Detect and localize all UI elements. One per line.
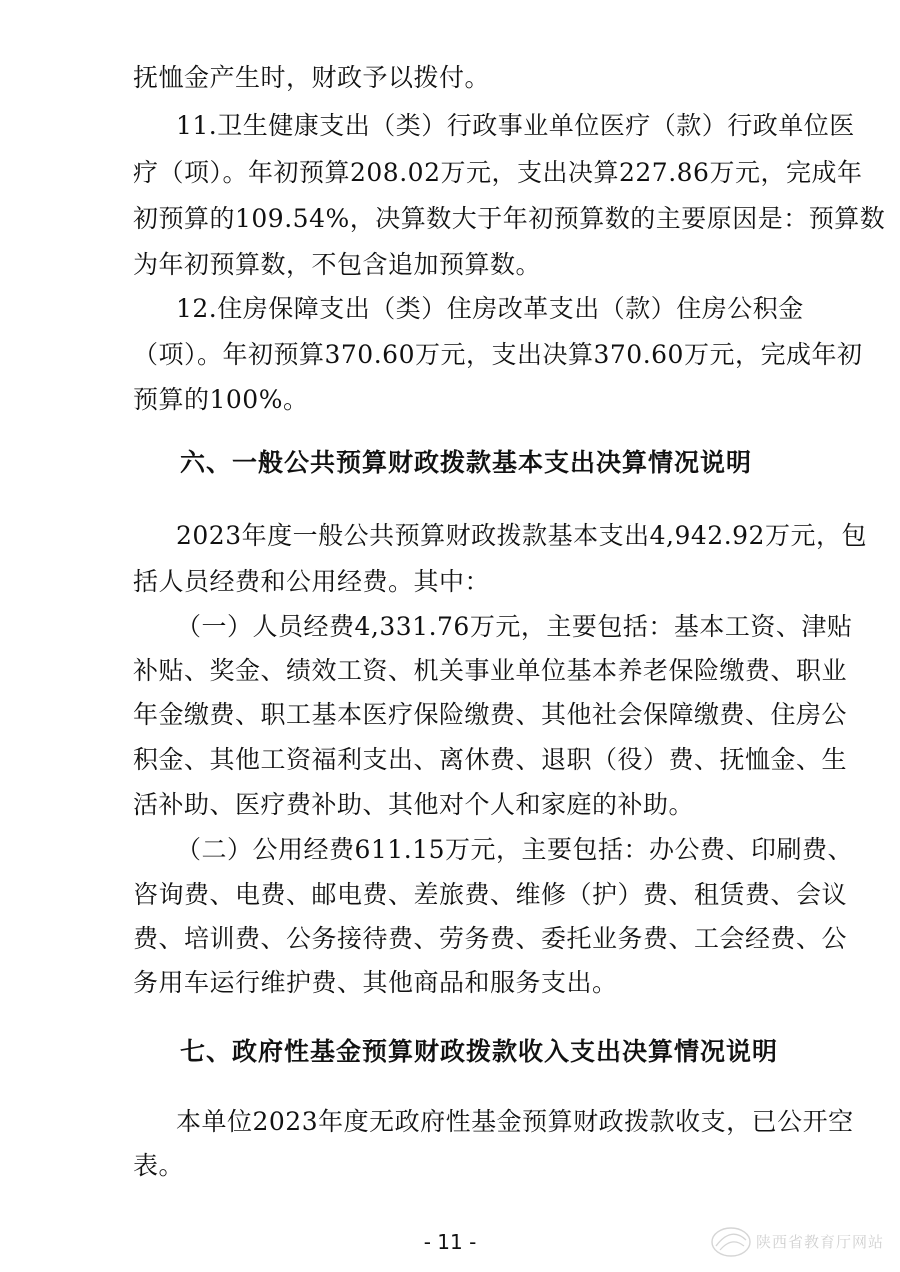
paragraph-line: （一）人员经费4,331.76万元，主要包括：基本工资、津贴 (176, 612, 853, 641)
paragraph-line: 费、培训费、公务接待费、劳务费、委托业务费、工会经费、公 (133, 924, 848, 953)
section-heading-7: 七、政府性基金预算财政拨款收入支出决算情况说明 (180, 1037, 779, 1066)
paragraph-line: 初预算的109.54%，决算数大于年初预算数的主要原因是：预算数 (133, 204, 886, 233)
paragraph-line: （二）公用经费611.15万元，主要包括：办公费、印刷费、 (176, 835, 853, 864)
paragraph-line: （项）。年初预算370.60万元，支出决算370.60万元，完成年初 (133, 340, 863, 369)
page-number: - 11 - (423, 1230, 477, 1254)
paragraph-line: 11.卫生健康支出（类）行政事业单位医疗（款）行政单位医 (176, 111, 855, 140)
section-heading-6: 六、一般公共预算财政拨款基本支出决算情况说明 (180, 448, 753, 477)
paragraph-line: 疗（项）。年初预算208.02万元，支出决算227.86万元，完成年 (133, 158, 863, 187)
site-watermark (708, 1222, 898, 1262)
paragraph-line: 务用车运行维护费、其他商品和服务支出。 (133, 968, 618, 997)
paragraph-line: 积金、其他工资福利支出、离休费、退职（役）费、抚恤金、生 (133, 745, 848, 774)
paragraph-line: 年金缴费、职工基本医疗保险缴费、其他社会保障缴费、住房公 (133, 700, 848, 729)
paragraph-line: 表。 (133, 1151, 185, 1180)
paragraph-line: 括人员经费和公用经费。其中： (133, 567, 491, 596)
paragraph-line: 补贴、奖金、绩效工资、机关事业单位基本养老保险缴费、职业 (133, 656, 848, 685)
watermark-emblem-icon (708, 1222, 754, 1262)
paragraph-line: 抚恤金产生时，财政予以拨付。 (133, 63, 491, 92)
paragraph-line: 预算的100%。 (133, 385, 309, 414)
paragraph-line: 咨询费、电费、邮电费、差旅费、维修（护）费、租赁费、会议 (133, 880, 848, 909)
paragraph-line: 活补助、医疗费补助、其他对个人和家庭的补助。 (133, 790, 695, 819)
watermark-text: 陕西省教育厅网站 (756, 1233, 885, 1251)
paragraph-line: 12.住房保障支出（类）住房改革支出（款）住房公积金 (176, 294, 804, 323)
paragraph-line: 为年初预算数，不包含追加预算数。 (133, 250, 542, 279)
paragraph-line: 2023年度一般公共预算财政拨款基本支出4,942.92万元，包 (176, 521, 867, 550)
paragraph-line: 本单位2023年度无政府性基金预算财政拨款收支，已公开空 (176, 1107, 854, 1136)
